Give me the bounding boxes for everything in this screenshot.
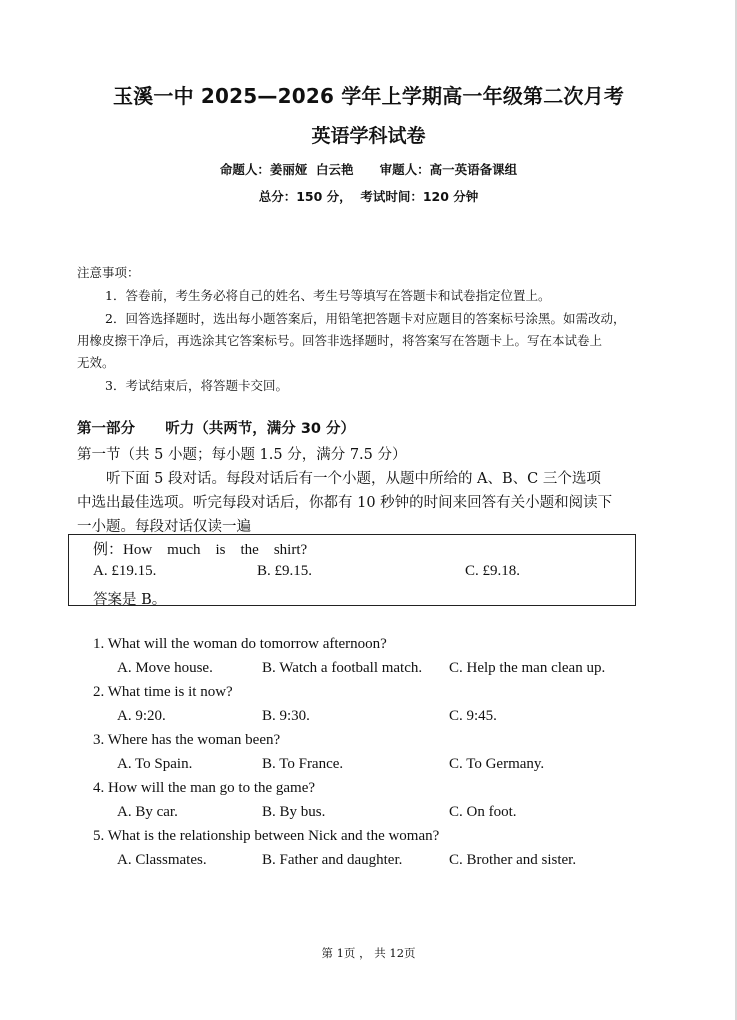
question-4-option-c: C. On foot. bbox=[449, 804, 517, 820]
example-option-a: A. £19.15. bbox=[93, 563, 157, 579]
question-1: 1. What will the woman do tomorrow afternoon? bbox=[93, 636, 387, 652]
question-2-option-a: A. 9:20. bbox=[117, 708, 166, 724]
instruction-line-1: 听下面 5 段对话。每段对话后有一个小题，从题中所给的 A、B、C 三个选项 bbox=[106, 471, 601, 487]
exam-title: 玉溪一中 2025—2026 学年上学期高一年级第二次月考 bbox=[112, 84, 625, 108]
question-5-option-b: B. Father and daughter. bbox=[262, 852, 403, 868]
example-question: 例：How much is the shirt? bbox=[93, 542, 308, 558]
question-5-option-a: A. Classmates. bbox=[117, 852, 207, 868]
notice-line-3: 3．考试结束后，将答题卡交回。 bbox=[105, 378, 288, 393]
section1-heading: 第一节（共 5 小题；每小题 1.5 分，满分 7.5 分） bbox=[77, 447, 407, 463]
question-3: 3. Where has the woman been? bbox=[93, 732, 281, 748]
example-option-c: C. £9.18. bbox=[465, 563, 521, 579]
question-3-option-a: A. To Spain. bbox=[117, 756, 193, 772]
question-3-option-b: B. To France. bbox=[262, 756, 344, 772]
question-5-option-c: C. Brother and sister. bbox=[449, 852, 577, 868]
exam-subtitle: 英语学科试卷 bbox=[311, 125, 426, 147]
question-4: 4. How will the man go to the game? bbox=[93, 780, 316, 796]
notice-heading: 注意事项： bbox=[77, 265, 140, 280]
notice-line-2c: 无效。 bbox=[77, 355, 115, 370]
notice-line-1: 1．答卷前，考生务必将自己的姓名、考生号等填写在答题卡和试卷指定位置上。 bbox=[105, 288, 551, 303]
page-footer: 第 1页 ， 共 12页 bbox=[321, 946, 416, 960]
notice-line-2b: 用橡皮擦干净后，再选涂其它答案标号。回答非选择题时，将答案写在答题卡上。写在本试卷上 bbox=[77, 333, 603, 348]
question-4-option-a: A. By car. bbox=[117, 804, 178, 820]
question-5: 5. What is the relationship between Nick and the woman? bbox=[93, 828, 440, 844]
question-1-option-c: C. Help the man clean up. bbox=[449, 660, 606, 676]
instruction-line-3: 一小题。每段对话仅读一遍 bbox=[77, 519, 251, 535]
notice-line-2a: 2．回答选择题时，选出每小题答案后，用铅笔把答题卡对应题目的答案标号涂黑。如需改动， bbox=[105, 311, 626, 326]
question-2-option-b: B. 9:30. bbox=[262, 708, 310, 724]
question-3-option-c: C. To Germany. bbox=[449, 756, 545, 772]
example-answer: 答案是 B。 bbox=[93, 592, 167, 608]
question-2: 2. What time is it now? bbox=[93, 684, 233, 700]
question-1-option-b: B. Watch a football match. bbox=[262, 660, 423, 676]
authors-line: 命题人：姜丽娅 白云艳 审题人：高一英语备课组 bbox=[219, 162, 518, 177]
question-4-option-b: B. By bus. bbox=[262, 804, 326, 820]
question-1-option-a: A. Move house. bbox=[117, 660, 213, 676]
instruction-line-2: 中选出最佳选项。听完每段对话后，你都有 10 秒钟的时间来回答有关小题和阅读下 bbox=[77, 495, 613, 511]
part1-heading: 第一部分 听力（共两节，满分 30 分） bbox=[77, 421, 356, 437]
score-time-line: 总分：150 分， 考试时间：120 分钟 bbox=[258, 189, 479, 204]
example-option-b: B. £9.15. bbox=[257, 563, 313, 579]
question-2-option-c: C. 9:45. bbox=[449, 708, 497, 724]
